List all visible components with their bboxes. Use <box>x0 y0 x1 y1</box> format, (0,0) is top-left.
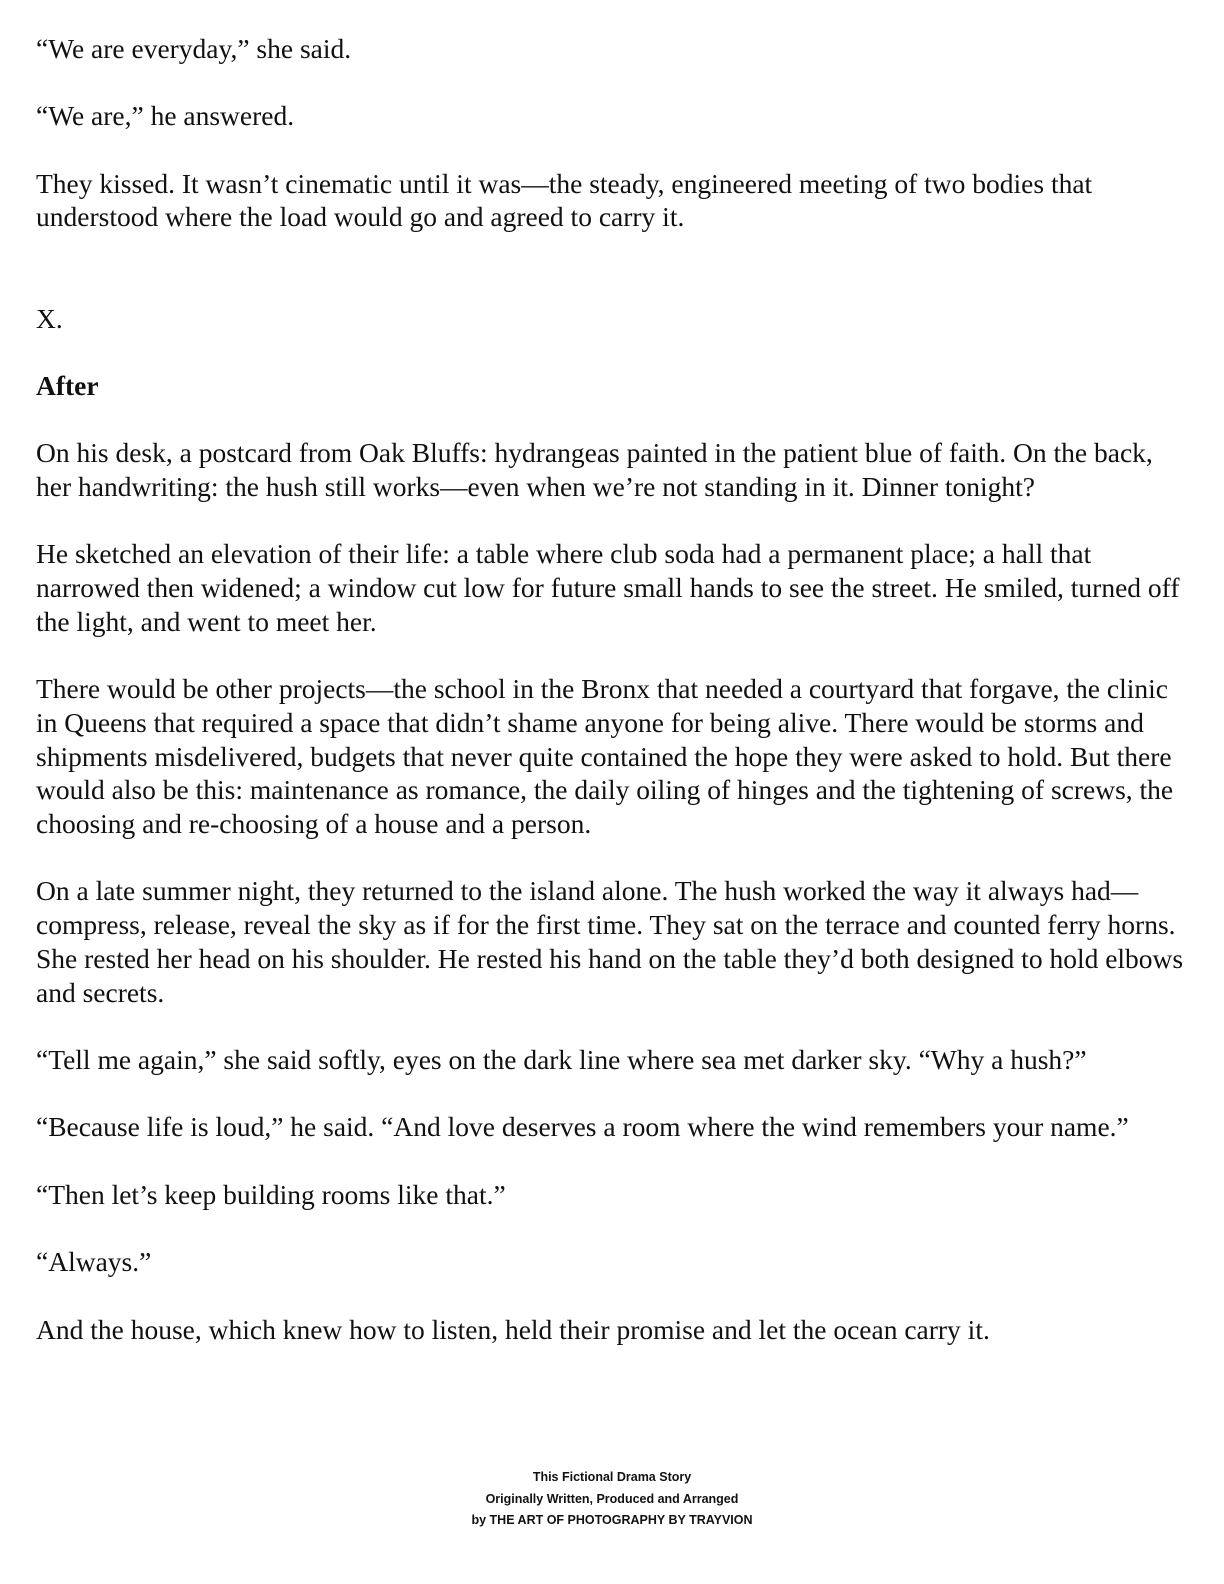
dialogue-paragraph: “Because life is loud,” he said. “And love deserves a room where the wind remembers your name.” <box>36 1111 1129 1143</box>
dialogue-paragraph: “Tell me again,” she said softly, eyes on the dark line where sea met darker sky. “Why a hush?” <box>36 1043 1087 1075</box>
credits-line-author: by THE ART OF PHOTOGRAPHY BY TRAYVION <box>471 1513 753 1527</box>
section-title: After <box>36 369 99 401</box>
section-break <box>36 268 1186 302</box>
credits-footer <box>0 1467 1224 1532</box>
dialogue-paragraph: “We are everyday,” she said. <box>36 33 352 64</box>
credits-line-written: Originally Written, Produced and Arranged <box>485 1491 739 1506</box>
closing-paragraph: And the house, which knew how to listen, held their promise and let the ocean carry it. <box>36 1313 990 1345</box>
story-page <box>36 32 1186 1380</box>
dialogue-paragraph: “We are,” he answered. <box>36 100 295 132</box>
dialogue-paragraph: “Then let’s keep building rooms like that.” <box>36 1178 506 1210</box>
credits-line-title: This Fictional Drama Story <box>532 1470 692 1484</box>
narrative-paragraph: On his desk, a postcard from Oak Bluffs: hydrangeas painted in the patient blue of faith. On the back, her handwriting: the hush still works—even when we’re not standing in it. Dinner tonight? <box>36 437 1153 503</box>
narrative-paragraph: They kissed. It wasn’t cinematic until it was—the steady, engineered meeting of two bodies that understood where the load would go and agreed to carry it. <box>36 167 1093 233</box>
narrative-paragraph: On a late summer night, they returned to the island alone. The hush worked the way it always had—compress, release, reveal the sky as if for the first time. They sat on the terrace and counted ferry horns. She rested her head on his shoulder. He rested his hand on the table they’d both designed to hold elbows and secrets. <box>36 875 1184 1008</box>
narrative-paragraph: There would be other projects—the school in the Bronx that needed a courtyard that forgave, the clinic in Queens that required a space that didn’t shame anyone for being alive. There would be storms and shipments misdelivered, budgets that never quite contained the hope they were asked to hold. But there would also be this: maintenance as romance, the daily oiling of hinges and the tightening of screws, the choosing and re-choosing of a house and a person. <box>36 673 1174 840</box>
dialogue-paragraph: “Always.” <box>36 1246 152 1278</box>
narrative-paragraph: He sketched an elevation of their life: a table where club soda had a permanent place; a hall that narrowed then widened; a window cut low for future small hands to see the street. He smiled, turned off the light, and went to meet her. <box>36 538 1180 637</box>
section-number: X. <box>36 302 63 334</box>
